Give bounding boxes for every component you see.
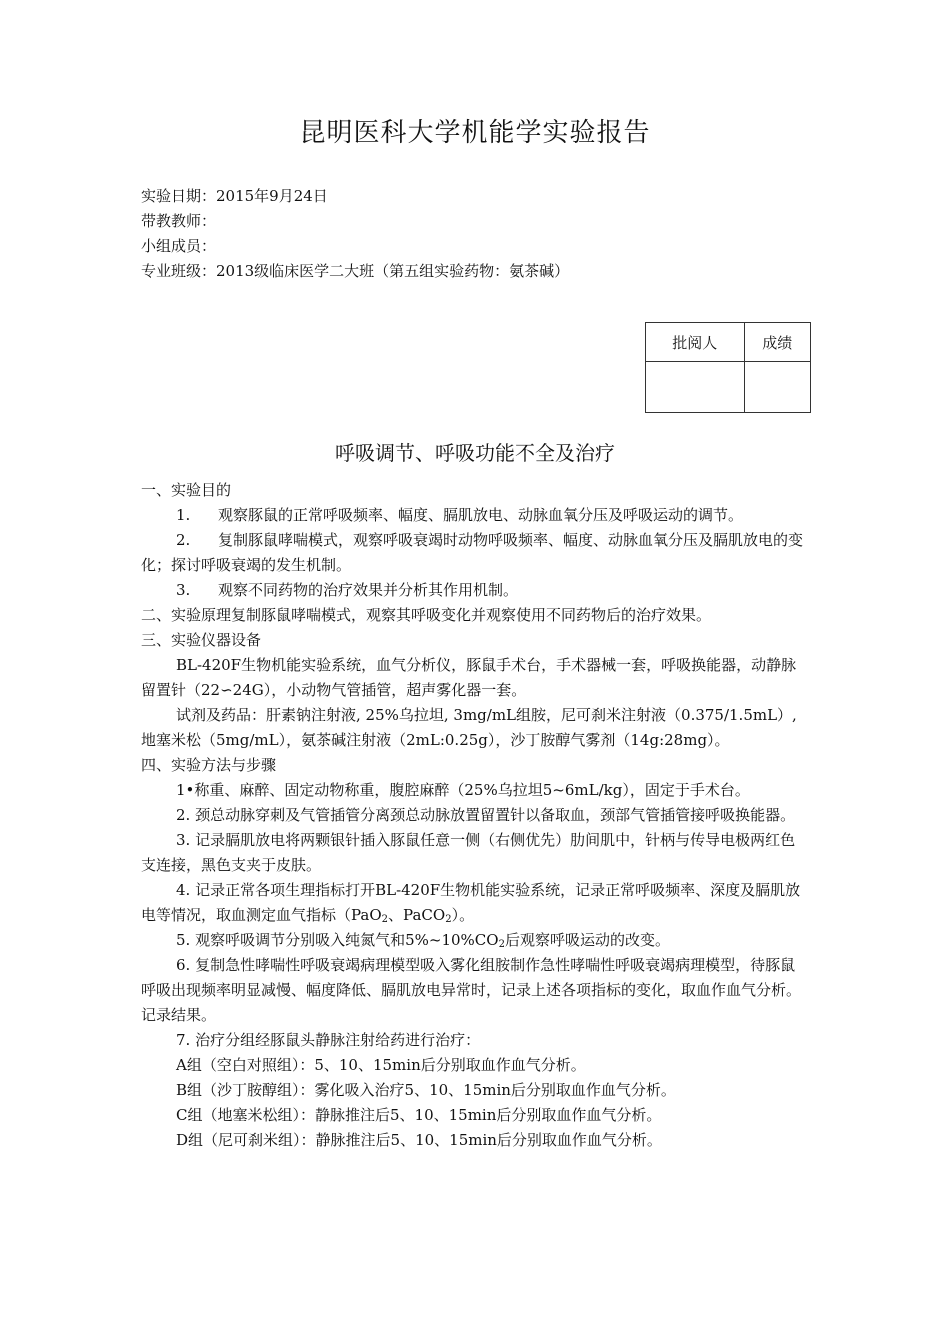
list-item	[141, 578, 810, 603]
reviewer-header: 批阅人	[646, 323, 745, 362]
equipment-paragraph: BL-420F生物机能实验系统，血气分析仪，豚鼠手术台，手术器械一套，呼吸换能器，动静脉留置针（22∽24G），小动物气管插管，超声雾化器一套。	[141, 656, 797, 699]
subscript: 2	[498, 939, 505, 950]
item-number: 2.	[176, 531, 191, 549]
subscript: 2	[381, 914, 389, 925]
experiment-date: 实验日期：2015年9月24日	[141, 187, 328, 205]
section-heading: 三、实验仪器设备	[141, 631, 262, 649]
item-text: 观察豚鼠的正常呼吸频率、幅度、膈肌放电、动脉血氧分压及呼吸运动的调节。	[218, 506, 744, 524]
report-title: 昆明医科大学机能学实验报告	[299, 118, 651, 148]
section-heading: 四、实验方法与步骤	[141, 756, 277, 774]
item-text: 观察不同药物的治疗效果并分析其作用机制。	[218, 581, 519, 599]
reviewer-cell	[646, 362, 745, 413]
treatment-group: B组（沙丁胺醇组）：雾化吸入治疗5、10、15min后分别取血作血气分析。	[176, 1081, 676, 1099]
report-body	[141, 478, 810, 1153]
step-paragraph	[141, 928, 810, 953]
step-text: ）。	[451, 906, 475, 924]
step-paragraph: 1•称重、麻醉、固定动物称重，腹腔麻醉（25%乌拉坦5~6mL/kg），固定于手术台。	[176, 781, 750, 799]
reagents-paragraph: 试剂及药品：肝素钠注射液, 25%乌拉坦, 3mg/mL组胺，尼可刹米注射液（0.375/1.5mL）, 地塞米松（5mg/mL），氨茶碱注射液（2mL:0.25g），沙丁胺醇气雾剂（14g:28mg）。	[141, 706, 797, 749]
group-members-line: 小组成员：	[141, 237, 217, 255]
step-paragraph: 7. 治疗分组经豚鼠头静脉注射给药进行治疗：	[176, 1031, 481, 1049]
treatment-group: C组（地塞米松组）：静脉推注后5、10、15min后分别取血作血气分析。	[176, 1106, 662, 1124]
report-subtitle: 呼吸调节、呼吸功能不全及治疗	[335, 441, 615, 465]
item-number: 1.	[176, 506, 191, 524]
step-paragraph: 2. 颈总动脉穿刺及气管插管分离颈总动脉放置留置针以备取血，颈部气管插管接呼吸换能器。	[176, 806, 796, 824]
report-meta	[141, 184, 569, 284]
list-item	[141, 528, 810, 578]
review-table	[645, 322, 811, 413]
treatment-group: A组（空白对照组）：5、10、15min后分别取血作血气分析。	[176, 1056, 586, 1074]
step-text: 5. 观察呼吸调节分别吸入纯氮气和5%~10%CO	[176, 931, 499, 949]
teacher-line: 带教教师：	[141, 212, 217, 230]
step-paragraph: 6. 复制急性哮喘性呼吸衰竭病理模型吸入雾化组胺制作急性哮喘性呼吸衰竭病理模型，待豚鼠呼吸出现频率明显减慢、幅度降低、膈肌放电异常时，记录上述各项指标的变化，取血作血气分析。记录结果。	[141, 956, 802, 1024]
item-number: 3.	[176, 581, 191, 599]
section-principle: 二、实验原理复制豚鼠哮喘模式，观察其呼吸变化并观察使用不同药物后的治疗效果。	[141, 606, 712, 624]
class-line: 专业班级：2013级临床医学二大班（第五组实验药物：氨茶碱）	[141, 262, 570, 280]
step-paragraph: 3. 记录膈肌放电将两颗银针插入豚鼠任意一侧（右侧优先）肋间肌中，针柄与传导电极两红色支连接，黑色支夹于皮肤。	[141, 831, 796, 874]
step-paragraph	[141, 878, 810, 928]
score-cell	[744, 362, 810, 413]
step-text: 4. 记录正常各项生理指标打开BL-420F生物机能实验系统，记录正常呼吸频率、深度及膈肌放电等情况，取血测定血气指标（PaO	[141, 881, 801, 924]
step-text: 、PaCO	[388, 906, 446, 924]
score-header: 成绩	[744, 323, 810, 362]
step-text: 后观察呼吸运动的改变。	[504, 931, 670, 949]
section-heading: 一、实验目的	[141, 481, 232, 499]
item-text: 复制豚鼠哮喘模式，观察呼吸衰竭时动物呼吸频率、幅度、动脉血氧分压及膈肌放电的变化；探讨呼吸衰竭的发生机制。	[141, 531, 804, 574]
treatment-group: D组（尼可刹米组）：静脉推注后5、10、15min后分别取血作血气分析。	[176, 1131, 662, 1149]
list-item	[141, 503, 810, 528]
subscript: 2	[445, 914, 452, 925]
